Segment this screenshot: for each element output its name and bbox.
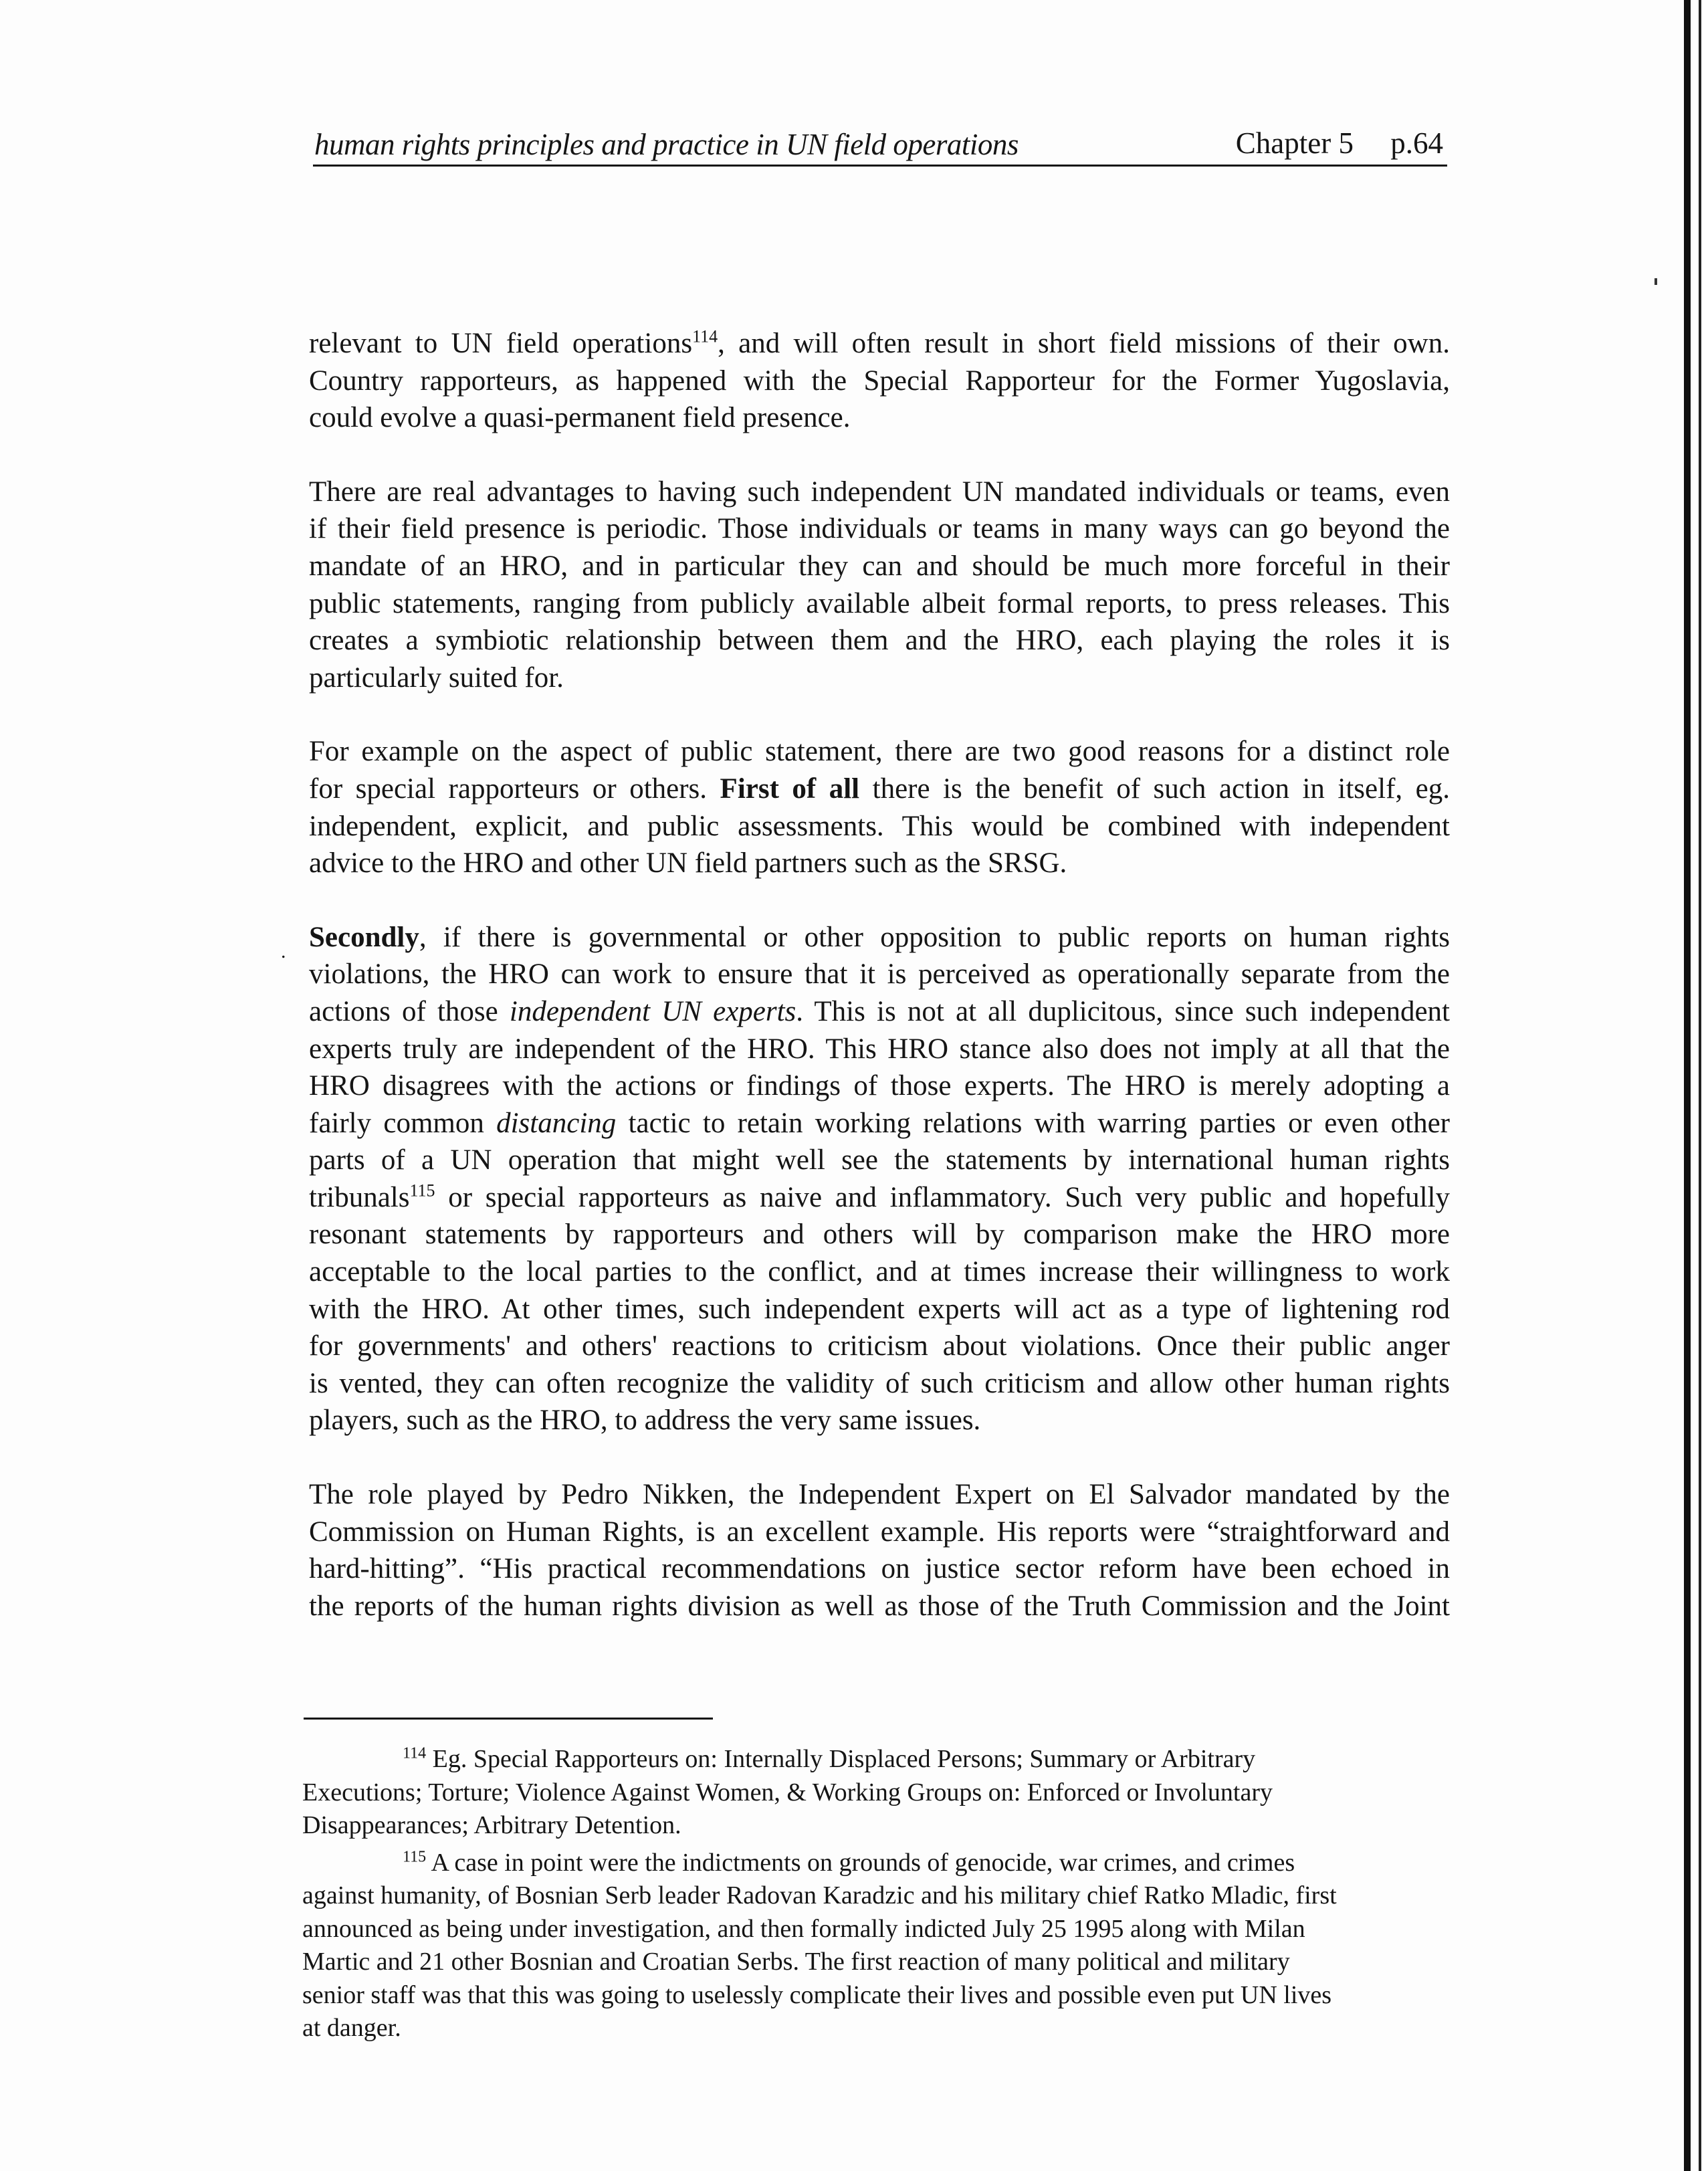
text-run: for special rapporteurs or others. <box>309 772 720 805</box>
text-line: violations, the HRO can work to ensure that it is perceived as operationally separate from the <box>309 958 1450 991</box>
scan-edge-outer <box>1684 0 1691 2171</box>
text-line <box>302 1743 1446 1776</box>
text-run: , and will often result in short field missions of their own. <box>718 328 1450 359</box>
text-run: tactic to retain working relations with warring parties or even other <box>616 1107 1450 1139</box>
text-line <box>309 1105 1450 1142</box>
body-text <box>309 325 1450 1661</box>
text-line: HRO disagrees with the actions or findings of those experts. The HRO is merely adopting a <box>309 1070 1450 1102</box>
text-run: or special rapporteurs as naive and inflammatory. Such very public and hopefully <box>435 1181 1450 1213</box>
text-line: particularly suited for. <box>309 661 564 694</box>
text-line <box>309 1179 1450 1217</box>
text-line: players, such as the HRO, to address the very same issues. <box>309 1405 981 1437</box>
text-line: For example on the aspect of public statement, there are two good reasons for a distinct role <box>309 736 1450 768</box>
text-line: could evolve a quasi-permanent field presence. <box>309 402 851 434</box>
stray-mark: . <box>281 940 286 962</box>
text-line: against humanity, of Bosnian Serb leader Radovan Karadzic and his military chief Ratko Mladic, first <box>302 1881 1337 1909</box>
paragraph-2 <box>309 474 1450 697</box>
text-line <box>302 1847 1446 1880</box>
text-line: with the HRO. At other times, such independent experts will act as a type of lightening rod <box>309 1293 1450 1325</box>
text-line: Martic and 21 other Bosnian and Croatian Serbs. The first reaction of many political and military <box>302 1948 1290 1976</box>
text-run: . This is not at all duplicitous, since such independent <box>796 995 1450 1027</box>
footnotes <box>302 1743 1446 2049</box>
text-line: resonant statements by rapporteurs and others will by comparison make the HRO more <box>309 1219 1450 1251</box>
text-line: hard-hitting”. “His practical recommendations on justice sector reform have been echoed in <box>309 1553 1450 1585</box>
text-run: fairly common <box>309 1107 497 1139</box>
footnote-ref-115: 115 <box>409 1180 435 1201</box>
text-line: independent, explicit, and public assessments. This would be combined with independent <box>309 810 1450 842</box>
emphasis-italic: distancing <box>496 1107 617 1139</box>
text-line: There are real advantages to having such independent UN mandated individuals or teams, even <box>309 476 1450 508</box>
text-line: Commission on Human Rights, is an excellent example. His reports were “straightforward and <box>309 1516 1450 1548</box>
text-line: experts truly are independent of the HRO. This HRO stance also does not imply at all that the <box>309 1033 1450 1065</box>
text-line: parts of a UN operation that might well see the statements by international human rights <box>309 1144 1450 1176</box>
footnote-115 <box>302 1847 1446 2045</box>
footnote-114 <box>302 1743 1446 1843</box>
text-run: Eg. Special Rapporteurs on: Internally Displaced Persons; Summary or Arbitrary <box>426 1745 1256 1773</box>
text-line: Disappearances; Arbitrary Detention. <box>302 1811 681 1839</box>
footnote-separator <box>304 1718 713 1720</box>
emphasis-bold: First of all <box>720 772 860 805</box>
running-header <box>313 124 1447 167</box>
text-line: The role played by Pedro Nikken, the Independent Expert on El Salvador mandated by the <box>309 1479 1450 1511</box>
text-run: there is the benefit of such action in itself, eg. <box>859 772 1450 805</box>
footnote-number: 114 <box>403 1744 427 1762</box>
scan-edge-line <box>1699 0 1701 2171</box>
text-run: tribunals <box>309 1181 410 1213</box>
text-line: creates a symbiotic relationship between them and the HRO, each playing the roles it is <box>309 625 1450 657</box>
paragraph-3 <box>309 733 1450 882</box>
text-line: at danger. <box>302 2014 401 2042</box>
header-title: human rights principles and practice in UN field operations <box>314 128 1019 161</box>
text-line: if their field presence is periodic. Those individuals or teams in many ways can go beyond the <box>309 513 1450 545</box>
paragraph-5 <box>309 1476 1450 1625</box>
emphasis-italic: independent UN experts <box>509 995 796 1027</box>
text-run: actions of those <box>309 995 510 1027</box>
paragraph-1 <box>309 325 1450 437</box>
footnote-number: 115 <box>403 1847 427 1865</box>
text-line: Executions; Torture; Violence Against Women, & Working Groups on: Enforced or Involuntary <box>302 1778 1273 1806</box>
emphasis-bold: Secondly <box>309 921 419 953</box>
text-line: announced as being under investigation, and then formally indicted July 25 1995 along with Milan <box>302 1914 1305 1943</box>
text-line: is vented, they can often recognize the validity of such criticism and allow other human rights <box>309 1367 1450 1399</box>
text-line: Country rapporteurs, as happened with the Special Rapporteur for the Former Yugoslavia, <box>309 365 1450 397</box>
text-line: senior staff was that this was going to uselessly complicate their lives and possible even put UN lives <box>302 1980 1332 2009</box>
text-line: for governments' and others' reactions to criticism about violations. Once their public anger <box>309 1330 1450 1362</box>
footnote-ref-114: 114 <box>692 326 718 346</box>
text-line <box>309 325 1450 363</box>
scan-speck <box>1654 278 1657 285</box>
text-line: public statements, ranging from publicly available albeit formal reports, to press releases. This <box>309 587 1450 619</box>
text-line: the reports of the human rights division as well as those of the Truth Commission and the Joint <box>309 1590 1450 1622</box>
text-run: relevant to UN field operations <box>309 328 693 359</box>
paragraph-4 <box>309 919 1450 1439</box>
text-line: advice to the HRO and other UN field partners such as the SRSG. <box>309 847 1067 880</box>
text-line: acceptable to the local parties to the conflict, and at times increase their willingness to work <box>309 1256 1450 1288</box>
text-run: A case in point were the indictments on grounds of genocide, war crimes, and crimes <box>426 1848 1295 1877</box>
text-run: , if there is governmental or other opposition to public reports on human rights <box>419 921 1450 953</box>
header-page-number: p.64 <box>1390 126 1443 160</box>
text-line: mandate of an HRO, and in particular they can and should be much more forceful in their <box>309 550 1450 582</box>
text-line <box>309 770 1450 808</box>
header-chapter: Chapter 5 <box>1235 126 1354 160</box>
text-line <box>309 993 1450 1031</box>
text-line <box>309 919 1450 956</box>
